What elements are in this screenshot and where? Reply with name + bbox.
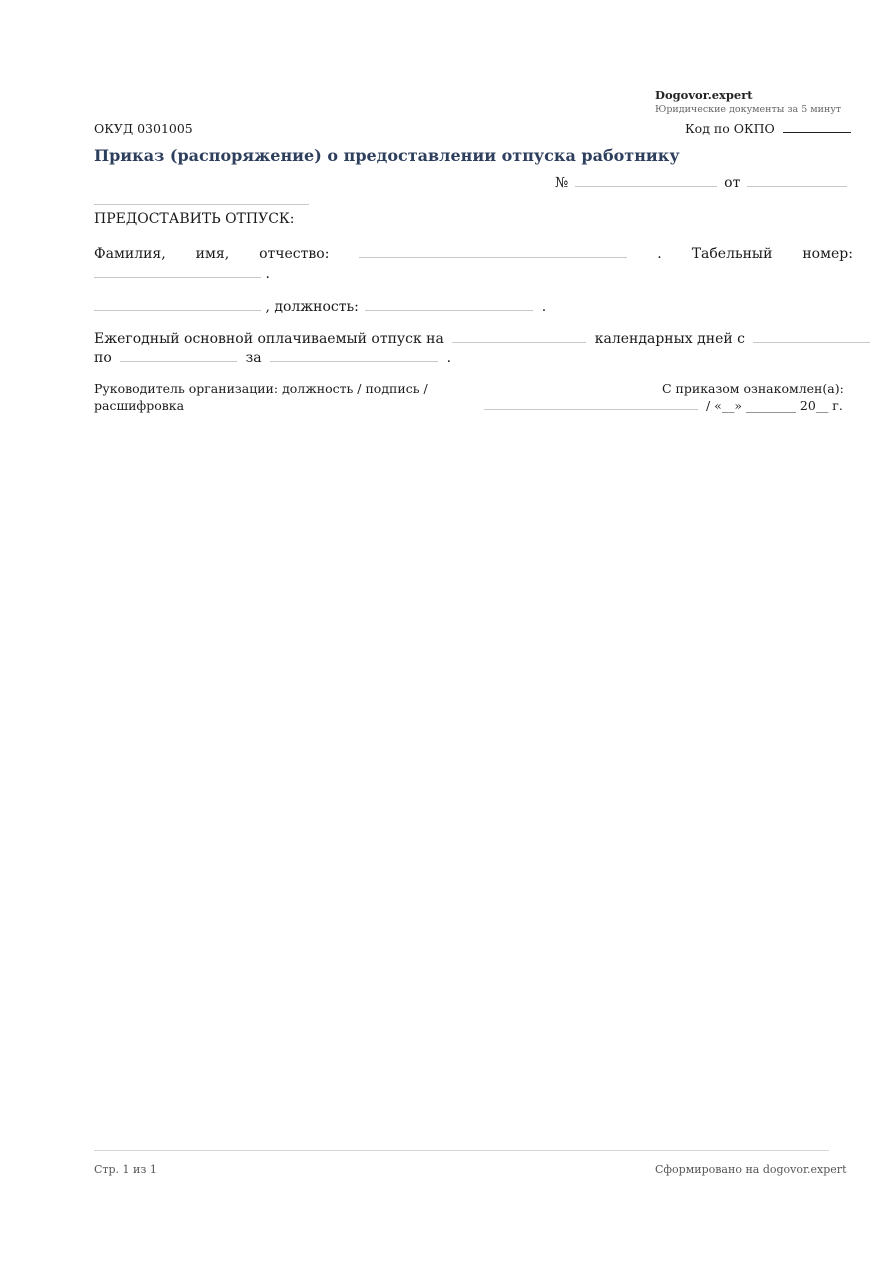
number-label: № xyxy=(555,175,569,191)
date-blank xyxy=(747,185,847,187)
number-date-row xyxy=(555,175,847,191)
tab-word-1: Табельный xyxy=(691,246,773,262)
end-date-blank xyxy=(120,360,237,362)
okpo-field xyxy=(685,121,851,136)
employee-signature-blank xyxy=(484,408,698,410)
fio-word-3: отчество: xyxy=(259,246,330,262)
date-from-label: от xyxy=(724,175,741,191)
fio-dot: . xyxy=(657,246,662,262)
department-blank xyxy=(94,309,261,311)
fio-blank xyxy=(359,256,627,258)
fio-word-2: имя, xyxy=(195,246,230,262)
position-blank xyxy=(365,309,533,311)
vacation-text: Ежегодный основной оплачиваемый отпуск на xyxy=(94,331,444,347)
position-row xyxy=(94,299,546,315)
tab-number-dot: . xyxy=(265,266,270,282)
okpo-blank xyxy=(783,131,851,133)
position-label: , должность: xyxy=(265,299,359,315)
calendar-days-text: календарных дней с xyxy=(594,331,745,347)
number-blank xyxy=(575,185,717,187)
vacation-days-blank xyxy=(452,341,586,343)
okud-code: ОКУД 0301005 xyxy=(94,121,193,136)
position-dot: . xyxy=(541,299,547,315)
tab-number-row xyxy=(94,266,270,282)
sign-date-text: / «__» ________ 20__ г. xyxy=(705,398,843,413)
work-period-blank xyxy=(270,360,438,362)
footer-divider xyxy=(94,1150,829,1151)
organization-blank xyxy=(94,190,309,209)
acquainted-label: С приказом ознакомлен(а): xyxy=(662,381,844,396)
brand-name: Dogovor.expert xyxy=(655,88,753,102)
to-label: по xyxy=(94,350,112,366)
tab-number-blank xyxy=(94,276,261,278)
head-label-line1: Руководитель организации: должность / подпись / xyxy=(94,381,428,396)
employee-signature-row xyxy=(484,398,843,413)
head-label-line2: расшифровка xyxy=(94,398,185,413)
generated-note: Сформировано на dogovor.expert xyxy=(655,1163,847,1176)
okpo-label: Код по ОКПО xyxy=(685,121,775,136)
tab-word-2: номер: xyxy=(802,246,853,262)
fio-row xyxy=(94,246,853,262)
period-row xyxy=(94,350,451,366)
start-date-blank xyxy=(753,341,870,343)
fio-word-1: Фамилия, xyxy=(94,246,166,262)
page-counter: Стр. 1 из 1 xyxy=(94,1163,157,1176)
period-dot: . xyxy=(446,350,452,366)
for-label: за xyxy=(245,350,262,366)
document-title: Приказ (распоряжение) о предоставлении отпуска работнику xyxy=(94,146,680,165)
brand-tagline: Юридические документы за 5 минут xyxy=(655,104,842,115)
grant-heading: ПРЕДОСТАВИТЬ ОТПУСК: xyxy=(94,211,295,227)
vacation-row xyxy=(94,331,870,347)
